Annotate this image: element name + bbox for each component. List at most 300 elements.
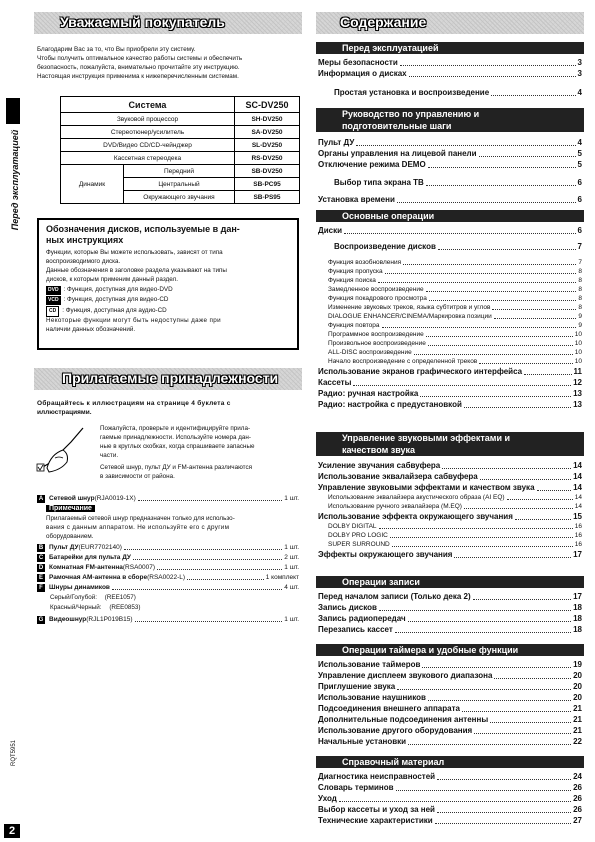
toc-leader [507,498,573,500]
accessories-intro: иллюстрациями. [37,409,92,416]
note-text: оборудованием. [46,533,94,540]
toc-page: 16 [574,541,582,548]
toc-title: Диски [318,226,342,235]
item-name: Рамочная AM-антенна в сборе [49,574,148,581]
table-row [61,152,300,165]
toc-page: 3 [577,69,582,78]
toc-title: Пульт ДУ [318,138,355,147]
toc-entry [318,367,582,377]
toc-title: Использование экранов графического интерфейса [318,367,523,376]
toc-entry [328,285,582,294]
vcd-badge-icon: VCD [48,297,59,303]
toc-title: Отключение режима DEMO [318,160,426,169]
toc-leader [479,155,576,157]
toc-entry [318,704,582,714]
toc-page: 10 [574,358,582,365]
toc-leader [344,232,576,234]
toc-entry [318,603,582,613]
toc-leader [494,677,571,679]
toc-leader [442,467,571,469]
toc-leader [403,263,576,265]
table-cell: SB-DV250 [235,165,300,178]
toc-entry [328,540,582,549]
section-header-bar: Руководство по управлению и [316,108,584,120]
section-header-bar: Операции записи [316,576,584,588]
toc-page: 4 [577,88,582,97]
disc-box-note: наличии данных обозначений. [46,326,136,333]
disc-box-text: дисков, к которым применим данный раздел. [46,276,178,283]
toc-leader [435,822,571,824]
toc-title: Технические характеристики [318,816,433,825]
toc-leader [438,248,576,250]
item-name: Сетевой шнур [49,495,95,502]
toc-entry [318,805,582,815]
toc-title: Функция поиска [328,277,376,284]
toc-page: 18 [573,625,582,634]
note-label: Примечание [46,505,95,512]
toc-page: 16 [574,523,582,530]
toc-page: 8 [578,268,582,275]
toc-title: Словарь терминов [318,783,394,792]
toc-entry [318,614,582,624]
toc-entry [334,242,582,252]
toc-page: 8 [578,304,582,311]
toc-title: Подсоединения внешнего аппарата [318,704,460,713]
accessories-text: части. [100,452,119,459]
toc-entry [328,357,582,366]
toc-leader [474,732,571,734]
toc-title: Использование эквалайзера акустического образа (AI EQ) [328,494,505,501]
toc-title: Запись дисков [318,603,377,612]
toc-title: Начальные установки [318,737,407,746]
toc-leader [515,518,571,520]
table-cell: SA-DV250 [235,126,300,139]
table-header-model: SC-DV250 [235,97,300,113]
section-header-bar: Справочный материал [316,756,584,768]
toc-entry [318,512,582,522]
table-cell: RS-DV250 [235,152,300,165]
table-cell: DVD/Видео CD/CD-чейнджер [61,139,235,152]
item-letter-icon: G [38,617,44,623]
toc-leader [524,373,571,375]
toc-page: 10 [574,340,582,347]
toc-title: Программное воспроизведение [328,331,424,338]
toc-page: 14 [573,483,582,492]
toc-leader [480,478,571,480]
toc-entry [318,772,582,782]
accessories-text: ные в круглых скобках, когда спрашиваете запасные [100,443,255,450]
toc-entry [328,531,582,540]
toc-page: 22 [573,737,582,746]
accessories-intro: Обращайтесь к иллюстрациям на странице 4 буклета с [37,400,231,407]
accessory-item [37,543,299,552]
toc-page: 8 [578,277,582,284]
toc-entry [318,592,582,602]
toc-page: 18 [573,603,582,612]
toc-entry [318,550,582,560]
side-code: RQT5951 [11,740,17,767]
table-cell: SL-DV250 [235,139,300,152]
accessory-item [37,573,299,582]
toc-title: Радио: настройка с предустановкой [318,400,462,409]
toc-page: 20 [573,671,582,680]
toc-page: 8 [578,295,582,302]
item-name: Видеошнур [49,616,87,623]
toc-entry [328,321,582,330]
toc-leader [491,94,575,96]
toc-title: Усиление звучания сабвуфера [318,461,441,470]
toc-entry [318,660,582,670]
toc-page: 3 [577,58,582,67]
cd-legend-text: : Функция, доступная для аудио-CD [62,307,167,314]
toc-entry [318,625,582,635]
item-code: (RJL1P019B15) [86,616,133,623]
item-letter-icon: E [38,575,43,581]
vcd-legend [46,296,168,305]
toc-entry [318,715,582,725]
accessory-item [37,553,299,562]
toc-title: Кассеты [318,378,352,387]
toc-page: 8 [578,286,582,293]
accessory-item [37,494,299,503]
toc-title: Уход [318,794,337,803]
toc-page: 10 [574,331,582,338]
toc-entry [318,160,582,170]
toc-title: Произвольное воспроизведение [328,340,426,347]
toc-entry [328,522,582,531]
toc-leader [378,281,576,283]
section-header-bar: Операции таймера и удобные функции [316,644,584,656]
table-cell-speaker-label: Динамик [61,165,124,204]
note-text: вания с данным аппаратом. Не используйте его с другим [46,524,230,531]
item-letter-icon: F [37,584,45,592]
toc-entry [318,195,582,205]
toc-page: 26 [573,805,582,814]
table-cell: SB-PS95 [235,191,300,204]
toc-page: 26 [573,794,582,803]
toc-page: 19 [573,660,582,669]
toc-entry [318,671,582,681]
toc-title: Использование таймеров [318,660,421,669]
toc-title: Использование ручного эквалайзера (M.EQ) [328,503,462,510]
item-letter-icon: C [38,555,44,561]
disc-box-text: Данные обозначения в заголовке раздела указывают на типы [46,267,227,274]
toc-leader [479,362,573,364]
table-row [61,126,300,139]
toc-title: Использование эквалайзера сабвуфера [318,472,478,481]
toc-leader [429,299,577,301]
dvd-badge-icon: DVD [48,287,59,293]
toc-leader [379,609,571,611]
toc-entry [328,276,582,285]
toc-leader [409,75,576,77]
table-cell: Звуковой процессор [61,113,235,126]
toc-entry [318,58,582,68]
toc-title: Перед началом записи (Только дека 2) [318,592,471,601]
toc-title: Использование наушников [318,693,426,702]
intro-line: Благодарим Вас за то, что Вы приобрели эту систему. [37,46,196,53]
toc-page: 17 [573,550,582,559]
item-code: (RJA0019-1X) [94,495,136,502]
item-qty: 1 комплект [265,574,299,581]
toc-leader [473,598,571,600]
vcd-legend-text: : Функция, доступная для видео-CD [63,296,169,303]
toc-page: 14 [573,472,582,481]
item-qty: 4 шт. [284,584,299,591]
toc-leader [420,395,571,397]
toc-entry [318,726,582,736]
cord-red [50,604,140,613]
table-cell: Центральный [124,178,235,191]
toc-entry [318,472,582,482]
toc-leader [422,666,571,668]
accessories-header-title: Прилагаемые принадлежности [62,370,279,386]
cord-red-code: (REE0853) [109,604,141,611]
toc-entry [318,737,582,747]
toc-title: Простая установка и воспроизведение [334,88,490,97]
toc-leader [353,384,571,386]
toc-entry [328,348,582,357]
table-cell: Окружающего звучания [124,191,235,204]
toc-title: Изменение звуковых треков, языка субтитров и углов [328,304,491,311]
toc-entry [318,693,582,703]
table-cell: SH-DV250 [235,113,300,126]
toc-page: 9 [578,322,582,329]
dvd-legend [46,286,173,295]
toc-title: Приглушение звука [318,682,396,691]
toc-page: 14 [574,494,582,501]
item-name: Батарейки для пульта ДУ [49,554,131,561]
toc-entry [328,502,582,511]
toc-leader [379,527,573,529]
side-tab-text: Перед эксплуатацией [10,129,20,231]
item-code: (RSA0022-L) [147,574,186,581]
disc-box-title: Обозначения дисков, используемые в дан- [46,224,240,234]
toc-leader [464,406,571,408]
toc-leader [396,789,572,791]
toc-title: DOLBY DIGITAL [328,523,377,530]
table-row [61,165,300,178]
toc-title: Радио: ручная настройка [318,389,419,398]
table-row [61,113,300,126]
item-name: Шнуры динамиков [49,584,110,591]
left-header-title: Уважаемый покупатель [60,14,225,30]
toc-page: 6 [577,226,582,235]
item-code: (EUR7702140) [78,544,122,551]
toc-leader [437,811,571,813]
disc-box-text: воспроизводимого диска. [46,258,121,265]
cd-badge-icon: CD [46,306,59,317]
toc-page: 4 [577,138,582,147]
toc-entry [318,389,582,399]
toc-page: 16 [574,532,582,539]
toc-page: 12 [573,378,582,387]
toc-leader [408,620,571,622]
toc-entry [318,400,582,410]
disc-box-note: Некоторые функции могут быть недоступны даже при [46,317,221,324]
toc-entry [334,88,582,98]
toc-page: 21 [573,715,582,724]
item-letter-icon: B [38,545,44,551]
toc-title: Использование эффекта окружающего звучания [318,512,513,521]
toc-leader [490,721,571,723]
table-cell: Передний [124,165,235,178]
toc-page: 17 [573,592,582,601]
toc-entry [318,138,582,148]
hand-pen-icon [33,420,93,475]
item-name: Пульт ДУ [49,544,79,551]
toc-leader [428,166,576,168]
toc-entry [328,330,582,339]
toc-title: Воспроизведение дисков [334,242,436,251]
system-spec-table [60,96,300,204]
accessory-item [37,615,299,624]
toc-title: Использование другого оборудования [318,726,473,735]
table-cell: Стереотюнер/усилитель [61,126,235,139]
toc-entry [318,783,582,793]
section-header-bar: Перед эксплуатацией [316,42,584,54]
toc-title: Дополнительные подсоединения антенны [318,715,489,724]
toc-page: 9 [578,313,582,320]
table-row [61,139,300,152]
toc-title: Информация о дисках [318,69,407,78]
toc-title: Выбор кассеты и уход за ней [318,805,435,814]
toc-title: Управление дисплеем звукового диапазона [318,671,493,680]
toc-page: 14 [573,461,582,470]
item-qty: 1 шт. [284,616,299,623]
item-code: (RSA0007) [122,564,156,571]
side-tab-marker [6,98,20,124]
toc-title: DOLBY PRO LOGIC [328,532,388,539]
toc-leader [339,800,571,802]
toc-title: Запись радиопередач [318,614,406,623]
disc-box-title: ных инструкциях [46,235,124,245]
item-qty: 1 шт. [284,564,299,571]
page-number: 2 [4,824,20,838]
intro-line: Настоящая инструкция применима к нижеперечисленным системам. [37,73,239,80]
toc-leader [408,743,571,745]
table-cell: Кассетная стереодека [61,152,235,165]
item-letter-icon: A [38,496,44,502]
table-header-system: Система [61,97,235,113]
toc-page: 24 [573,772,582,781]
toc-title: Диагностика неисправностей [318,772,436,781]
toc-title: DIALOGUE ENHANCER/CINEMA/Маркировка позиции [328,313,492,320]
cord-grey-code: (REE1057) [104,594,136,601]
toc-title: SUPER SURROUND [328,541,390,548]
toc-title: Выбор типа экрана ТВ [334,178,424,187]
section-header-bar: качеством звука [316,444,584,456]
toc-leader [356,144,575,146]
accessory-item [37,563,299,572]
toc-entry [318,816,582,826]
toc-page: 6 [577,195,582,204]
toc-page: 20 [573,693,582,702]
toc-page: 5 [577,149,582,158]
toc-leader [462,710,571,712]
right-header-title: Содержание [340,14,427,30]
toc-entry [328,294,582,303]
toc-entry [318,682,582,692]
toc-leader [426,290,577,292]
note-text: Прилагаемый сетевой шнур предназначен только для использо- [46,515,235,522]
accessories-text: гаемые принадлежности. Используйте номера дан- [100,434,251,441]
toc-leader [426,335,573,337]
toc-title: Органы управления на лицевой панели [318,149,477,158]
toc-page: 21 [573,704,582,713]
toc-leader [428,344,573,346]
intro-line: Чтобы получить оптимальное качество работы системы и обеспечить [37,55,243,62]
toc-leader [464,507,573,509]
disc-box-text: Функции, которые Вы можете использовать, зависят от типа [46,249,223,256]
toc-leader [397,201,576,203]
toc-leader [385,272,577,274]
toc-page: 15 [573,512,582,521]
toc-entry [318,226,582,236]
dvd-legend-text: : Функция, доступная для видео-DVD [63,286,173,293]
toc-title: Функция покадрового просмотра [328,295,427,302]
toc-page: 10 [574,349,582,356]
toc-leader [382,326,577,328]
accessory-item [37,583,299,592]
toc-page: 13 [573,389,582,398]
toc-leader [414,353,573,355]
toc-page: 6 [577,178,582,187]
toc-leader [492,308,576,310]
toc-title: Управление звуковыми эффектами и качеством звука [318,483,535,492]
item-qty: 1 шт. [284,544,299,551]
toc-leader [397,688,571,690]
table-cell: SB-PC95 [235,178,300,191]
cord-red-label: Красный/Черный: [50,604,102,611]
toc-entry [318,149,582,159]
toc-title: Функция повтора [328,322,380,329]
toc-leader [392,545,573,547]
toc-leader [437,778,571,780]
cord-grey [50,594,136,603]
toc-entry [328,267,582,276]
section-header-bar: подготовительные шаги [316,120,584,132]
toc-title: ALL-DISC воспроизведение [328,349,412,356]
toc-entry [328,258,582,267]
toc-entry [328,303,582,312]
toc-leader [395,631,571,633]
toc-page: 14 [574,503,582,510]
toc-leader [454,556,571,558]
item-letter-icon: D [38,565,44,571]
accessories-text: Сетевой шнур, пульт ДУ и FM-антенна различаются [100,464,253,471]
item-qty: 1 шт. [284,495,299,502]
section-header-bar: Основные операции [316,210,584,222]
toc-entry [334,178,582,188]
toc-page: 27 [573,816,582,825]
accessories-text: Пожалуйста, проверьте и идентифицируйте прила- [100,425,251,432]
toc-page: 7 [577,242,582,251]
toc-title: Замедленное воспроизведение [328,286,424,293]
item-qty: 2 шт. [284,554,299,561]
toc-leader [428,699,571,701]
section-header-bar: Управление звуковыми эффектами и [316,432,584,444]
accessories-text: в зависимости от района. [100,473,175,480]
toc-page: 7 [578,259,582,266]
toc-page: 11 [573,367,582,376]
toc-entry [318,483,582,493]
cord-grey-label: Серый/Голубой: [50,594,97,601]
toc-leader [494,317,577,319]
toc-leader [537,489,572,491]
toc-entry [318,461,582,471]
toc-title: Перезапись кассет [318,625,393,634]
